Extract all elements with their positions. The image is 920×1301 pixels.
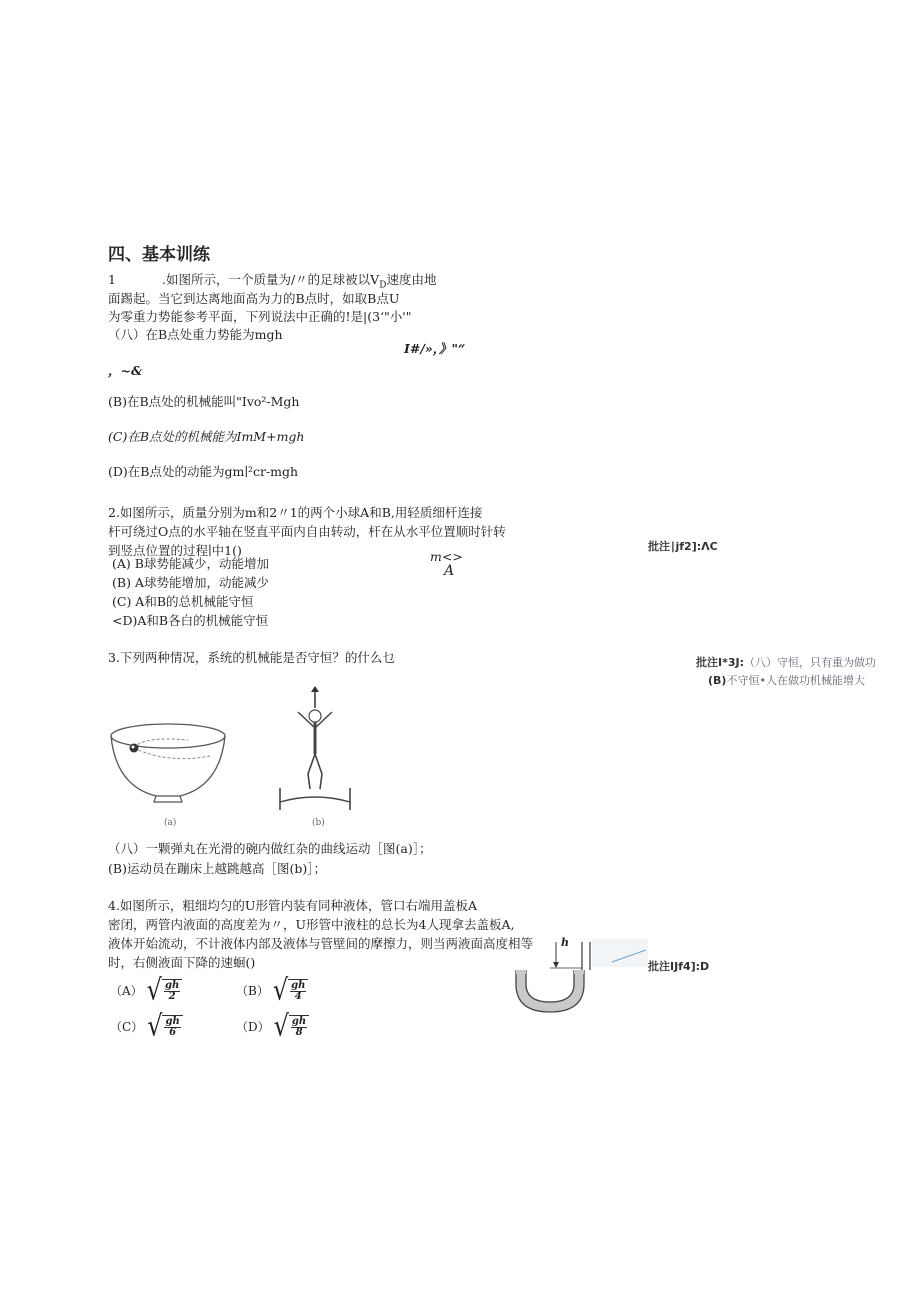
q2-line2: 杆可绕过O点的水平轴在竖直平面内自由转动，杆在从水平位置顺时针转 — [108, 524, 506, 539]
q4-line4: 时，右侧液面下降的速蛔() — [108, 955, 256, 970]
q4-option-d: （D） √ $\frac{gh}{8}$ — [236, 1014, 309, 1038]
q3-option-a: （八）一颗弹丸在光滑的碗内做红杂的曲线运动［图(a)］； — [108, 841, 432, 856]
bowl-figure — [108, 706, 228, 826]
q2-figure-text: m<> — [430, 549, 463, 564]
q1-number: 1 — [108, 272, 116, 287]
q2-line1: 2.如图所示，质量分别为m和2〃1的两个小球A和B,用轻质细杆连接 — [108, 505, 483, 520]
q3-annotation-line1: 批注I*3J:（八）守恒，只有重为做功 — [696, 656, 876, 669]
q3-line1: 3.下列两种情况，系统的机械能是否守恒？的什么乜 — [108, 650, 395, 665]
q4-option-a: （A） √ $\frac{gh}{2}$ — [110, 978, 182, 1002]
u-tube-label-h: h — [561, 936, 569, 949]
q1-option-c: (C)在B点处的机械能为ImM+mgh — [108, 429, 305, 444]
q1-figure-text: I#∕»，》"“ — [404, 341, 466, 356]
q3-annotation-line2: (B)不守恒•人在做功机械能增大 — [708, 674, 865, 687]
q3-option-b: (B)运动员在蹦床上越跳越高［图(b)］； — [108, 861, 326, 876]
q4-option-c: （C） √ $\frac{gh}{6}$ — [110, 1014, 183, 1038]
q1-line2: 面踢起。当它到达离地面高为力的B点时，如取B点U — [108, 291, 400, 306]
q4-option-b: （B） √ $\frac{gh}{4}$ — [236, 978, 308, 1002]
q2-figure-label-a: A — [444, 563, 455, 579]
section-title: 四、基本训练 — [108, 245, 210, 265]
figure-label-b: (b) — [312, 818, 325, 828]
u-tube-figure — [512, 934, 652, 1016]
q4-annotation: 批注IJf4]:D — [648, 960, 710, 973]
q1-option-a: （八）在B点处重力势能为mgh — [108, 327, 283, 342]
q2-option-d: <D)A和B各白的机械能守恒 — [112, 613, 269, 628]
q4-line3: 液体开始流动，不计液体内部及液体与管壁间的摩擦力，则当两液面高度相等 — [108, 936, 534, 951]
q1-option-b: (B)在B点处的机械能叫"Ivo²-Mgh — [108, 394, 300, 409]
q1-figure-text-2: ，~& — [108, 363, 143, 378]
q1-line1: .如图所示，一个质量为/〃的足球被以$V_D$速度由地 — [162, 272, 437, 291]
q4-line2: 密闭，两管内液面的高度差为〃，U形管中液柱的总长为4人现拿去盖板A, — [108, 917, 515, 932]
q1-line3: 为零重力势能参考平面，下列说法中正确的!是|(3‘"小'" — [108, 309, 412, 324]
trampoline-figure — [270, 684, 360, 814]
q2-option-b: (B) A球势能增加，动能减少 — [112, 575, 269, 590]
q1-option-d: (D)在B点处的动能为gm∣²cr-mgh — [108, 464, 299, 479]
q2-annotation: 批注∣jf2]:ΛC — [648, 540, 718, 553]
q2-line3: 到竖点位置的过程∣中1() — [108, 543, 242, 558]
figure-label-a: (a) — [164, 818, 177, 828]
q2-option-a: (A) B球势能减少，动能增加 — [112, 556, 269, 571]
q4-line1: 4.如图所示，粗细均匀的U形管内装有同种液体，管口右端用盖板A — [108, 898, 477, 913]
q2-option-c: (C) A和B的总机械能守恒 — [112, 594, 254, 609]
